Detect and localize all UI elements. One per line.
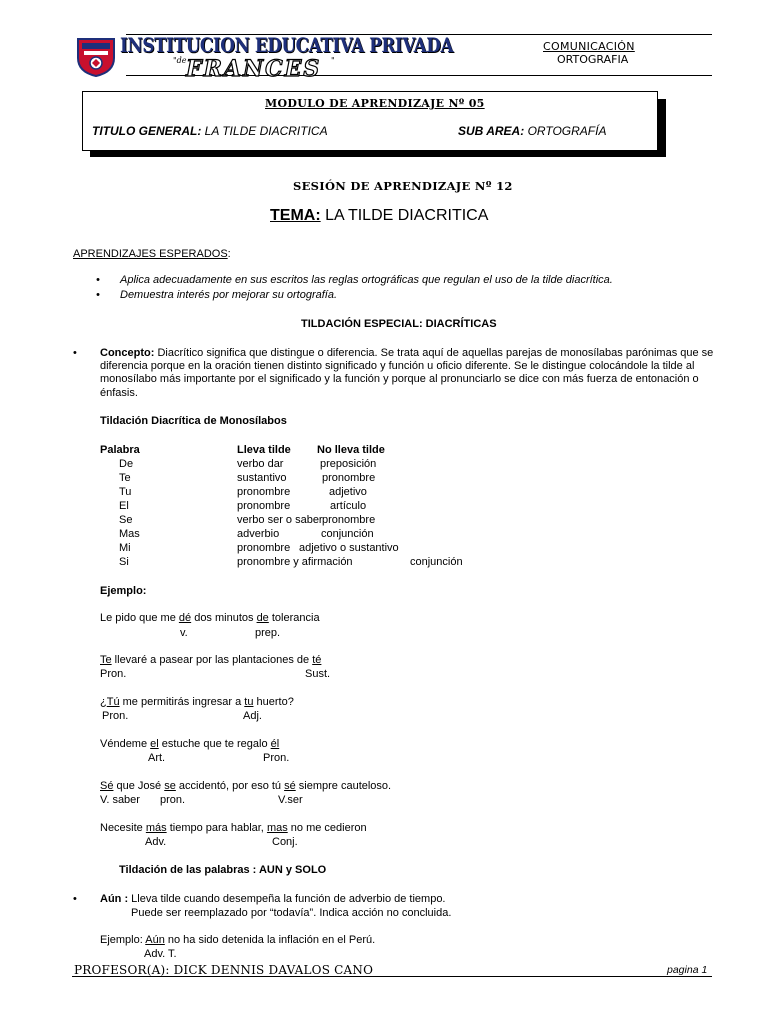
table-cell-nolleva: preposición: [320, 458, 377, 470]
table-cell-lleva: pronombre y afirmación: [237, 556, 353, 568]
table-cell-nolleva: conjunción: [321, 528, 374, 540]
example-word: dé: [178, 612, 192, 624]
area-label: COMUNICACIÓN: [543, 40, 635, 53]
aun-example: [100, 934, 375, 946]
example-word: Sé: [100, 780, 114, 792]
institution-name: INSTITUCION EDUCATIVA PRIVADA: [120, 33, 454, 57]
example-sentence-6: [100, 822, 367, 834]
subarea-label: ORTOGRAFIA: [557, 53, 629, 66]
example-label: Pron.: [263, 752, 290, 764]
school-crest-icon: [72, 36, 120, 78]
example-sentence-3: [100, 696, 294, 708]
module-title: MODULO DE APRENDIZAJE Nº 05: [265, 97, 485, 110]
concept-line-3: monosílabo más importante por el significado y la función y porque al pronunciarlo se dice con más fuerza de entonación o: [100, 373, 699, 385]
concept-line-1: [100, 347, 713, 359]
aun-text-1: Lleva tilde cuando desempeña la función de adverbio de tiempo.: [128, 893, 446, 905]
special-heading: TILDACIÓN ESPECIAL: DIACRÍTICAS: [301, 318, 497, 330]
example-label: Art.: [148, 752, 166, 764]
table-cell-word: Tu: [119, 486, 132, 498]
institution-de: "de: [173, 56, 187, 65]
aun-example-rest: no ha sido detenida la inflación en el Perú.: [164, 934, 376, 946]
example-word: Te: [100, 654, 112, 666]
example-text: Véndeme: [100, 738, 151, 750]
table-cell-nolleva: artículo: [330, 500, 367, 512]
aun-solo-heading: Tildación de las palabras : AUN y SOLO: [119, 864, 327, 876]
table-heading: Tildación Diacrítica de Monosílabos: [100, 415, 287, 427]
example-word: té: [312, 654, 322, 666]
table-cell-word: Si: [119, 556, 129, 568]
concept-text-1: Diacrítico significa que distingue o diferencia. Se trata aquí de aquellas parejas de monosílabas parónimas que se: [154, 347, 714, 359]
example-word: el: [150, 738, 159, 750]
concept-line-2: diferencia porque en la oración tienen distinto significado y función u oficio diferente. Se le distingue colocándole la tilde al: [100, 360, 695, 372]
expected-item: • Aplica adecuadamente en sus escritos las reglas ortográficas que regulan el uso de la tilde diacrítica.: [120, 274, 613, 286]
institution-frances: FRANCES: [186, 56, 322, 82]
example-text: tolerancia: [268, 612, 320, 624]
table-cell-word: Se: [119, 514, 133, 526]
module-sub-label: SUB AREA:: [458, 124, 525, 138]
tema-title: [270, 207, 488, 225]
example-label: Sust.: [305, 668, 331, 680]
examples-heading: Ejemplo:: [100, 585, 147, 597]
session-title: SESIÓN DE APRENDIZAJE Nº 12: [293, 179, 513, 193]
table-cell-nolleva: adjetivo: [329, 486, 367, 498]
example-word: él: [270, 738, 280, 750]
example-label: Adj.: [243, 710, 262, 722]
example-text: que José: [113, 780, 165, 792]
module-subarea: [458, 124, 606, 138]
example-word: Tú: [106, 696, 120, 708]
table-cell-lleva: pronombre: [237, 486, 291, 498]
table-header-palabra: Palabra: [100, 444, 140, 456]
table-header-nolleva: No lleva tilde: [317, 444, 385, 456]
aun-bullet: •: [73, 893, 77, 905]
example-label: prep.: [255, 627, 281, 639]
table-cell-word: Te: [119, 472, 131, 484]
example-text: accidentó, por eso tú: [175, 780, 285, 792]
example-label: Pron.: [102, 710, 129, 722]
table-cell-nolleva: adjetivo o sustantivo: [299, 542, 399, 554]
expected-heading: [73, 248, 231, 260]
aun-line-2: Puede ser reemplazado por “todavía”. Indica acción no concluida.: [131, 907, 452, 919]
concept-label: Concepto:: [100, 347, 155, 359]
module-general-value: LA TILDE DIACRITICA: [201, 124, 328, 138]
footer-page: pagina 1: [667, 964, 708, 976]
example-word: sé: [284, 780, 296, 792]
aun-example-word: Aún: [145, 934, 165, 946]
example-label: V. saber: [100, 794, 140, 806]
expected-heading-text: APRENDIZAJES ESPERADOS: [73, 248, 228, 260]
example-text: dos minutos: [191, 612, 257, 624]
aun-label: Aún :: [100, 893, 129, 905]
example-sentence-5: [100, 780, 391, 792]
example-sentence-4: [100, 738, 279, 750]
example-text: tiempo para hablar,: [166, 822, 267, 834]
example-label: V.ser: [278, 794, 303, 806]
example-word: se: [164, 780, 176, 792]
institution-quote: ": [331, 56, 335, 65]
example-sentence-2: [100, 654, 321, 666]
table-cell-word: Mas: [119, 528, 140, 540]
table-cell-nolleva: pronombre: [322, 472, 376, 484]
example-label: Pron.: [100, 668, 127, 680]
table-cell-word: El: [119, 500, 129, 512]
example-text: no me cedieron: [287, 822, 367, 834]
aun-example-label: Adv. T.: [144, 948, 177, 960]
table-header-lleva: Lleva tilde: [237, 444, 291, 456]
table-cell-word: Mi: [119, 542, 131, 554]
example-word: de: [256, 612, 269, 624]
footer-teacher: PROFESOR(A): DICK DENNIS DAVALOS CANO: [74, 963, 374, 977]
example-text: llevaré a pasear por las plantaciones de: [111, 654, 313, 666]
example-text: Le pido que me: [100, 612, 179, 624]
example-word: mas: [266, 822, 288, 834]
table-cell-lleva: adverbio: [237, 528, 280, 540]
example-text: ¿: [100, 696, 107, 708]
table-cell-lleva: sustantivo: [237, 472, 287, 484]
example-label: Adv.: [145, 836, 167, 848]
module-general: [92, 124, 328, 138]
expected-item: • Demuestra interés por mejorar su ortografía.: [120, 289, 337, 301]
concept-line-4: énfasis.: [100, 387, 138, 399]
example-word: más: [145, 822, 167, 834]
example-label: v.: [180, 627, 188, 639]
example-text: me permitirás ingresar a: [119, 696, 245, 708]
tema-value: LA TILDE DIACRITICA: [320, 207, 489, 224]
example-text: Necesite: [100, 822, 146, 834]
example-word: tu: [244, 696, 254, 708]
table-cell-lleva: verbo dar: [237, 458, 284, 470]
example-text: siempre cauteloso.: [295, 780, 392, 792]
expected-heading-colon: :: [227, 248, 231, 260]
concept-bullet: •: [73, 347, 77, 359]
table-cell-lleva: pronombre: [237, 542, 291, 554]
module-general-label: TITULO GENERAL:: [92, 124, 202, 138]
table-cell-lleva: pronombre: [237, 500, 291, 512]
table-cell-word: De: [119, 458, 134, 470]
example-text: huerto?: [253, 696, 294, 708]
example-label: Conj.: [272, 836, 298, 848]
tema-label: TEMA:: [270, 207, 321, 224]
aun-line-1: [100, 893, 446, 905]
example-text: estuche que te regalo: [158, 738, 271, 750]
table-cell-nolleva: pronombre: [322, 514, 376, 526]
aun-example-prefix: Ejemplo:: [100, 934, 146, 946]
example-label: pron.: [160, 794, 186, 806]
table-cell-nolleva: conjunción: [410, 556, 463, 568]
module-sub-value: ORTOGRAFÍA: [524, 124, 607, 138]
example-sentence-1: [100, 612, 320, 624]
table-cell-lleva: verbo ser o saber: [237, 514, 323, 526]
